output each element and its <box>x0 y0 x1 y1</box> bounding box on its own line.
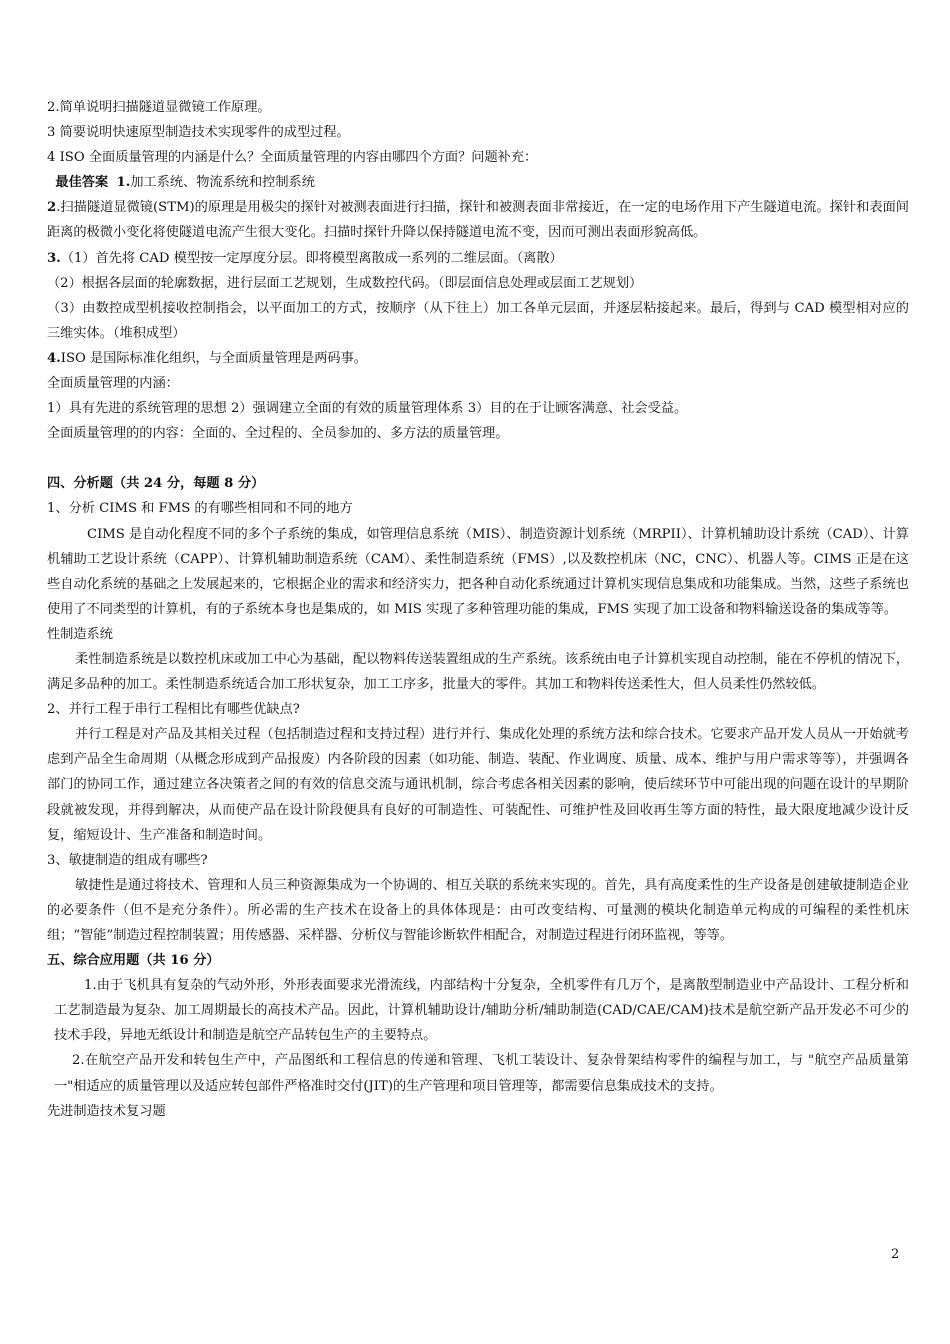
section-5-paragraph-1: 1.由于飞机具有复杂的气动外形，外形表面要求光滑流线，内部结构十分复杂，全机零件有几万个，是离散型制造业中产品设计、工程分析和工艺制造最为复杂、加工周期最长的高技术产品。因此，计算机辅助设计/辅助分析/辅助制造(CAD/CAE/CAM)技术是航空新产品开发必不可少的技术手段，异地无纸设计和制造是航空产品转包生产的主要特点。 <box>54 978 909 1044</box>
answer-4-text: ISO 是国际标准化组织，与全面质量管理是两码事。 <box>60 350 367 366</box>
section-4-question-3: 3、敏捷制造的组成有哪些? <box>47 852 208 868</box>
section-4-heading-text: 四、分析题（共 24 分，每题 8 分） <box>47 476 265 492</box>
section-5-heading <box>47 948 909 973</box>
answer-2-number: 2 <box>47 200 57 216</box>
answer-2-text: .扫描隧道显微镜(STM)的原理是用极尖的探针对被测表面进行扫描，探针和被测表面非常接近，在一定的电场作用下产生隧道电流。探针和表面间距离的极微小变化将使隧道电流产生很大变化。扫描时探针升降以保持隧道电流不变，因而可测出表面形貌高低。 <box>47 200 909 241</box>
section-4-heading <box>47 471 909 496</box>
question-2: 2.简单说明扫描隧道显微镜工作原理。 <box>47 100 271 115</box>
document-body <box>47 95 909 1124</box>
answer-2 <box>47 195 909 245</box>
answer-4 <box>47 346 909 371</box>
answer-3-step-1 <box>47 246 909 271</box>
answer-4-line-3: 1）具有先进的系统管理的思想 2）强调建立全面的有效的质量管理体系 3）目的在于让顾客满意、社会受益。 <box>47 401 688 417</box>
answer-4-line-2: 全面质量管理的内涵： <box>47 376 179 392</box>
best-answer-label: 最佳答案 <box>55 175 109 191</box>
answer-1-number: 1. <box>116 175 131 191</box>
section-4-answer-2-paragraph: 并行工程是对产品及其相关过程（包括制造过程和支持过程）进行并行、集成化处理的系统方法和综合技术。它要求产品开发人员从一开始就考虑到产品全生命周期（从概念形成到产品报废）内各阶段的因素（如功能、制造、装配、作业调度、质量、成本、维护与用户需求等等），并强调各部门的协同工作，通过建立各决策者之间的有效的信息交流与通讯机制，综合考虑各相关因素的影响，使后续环节中可能出现的问题在设计的早期阶段就被发现，并得到解决，从而使产品在设计阶段便具有良好的可制造性、可装配性、可维护性及回收再生等方面的特性，最大限度地减少设计反复，缩短设计、生产准备和制造时间。 <box>47 727 909 843</box>
section-4-answer-1-paragraph-2: 柔性制造系统是以数控机床或加工中心为基础，配以物料传送装置组成的生产系统。该系统由电子计算机实现自动控制，能在不停机的情况下，满足多品种的加工。柔性制造系统适合加工形状复杂，加工工序多，批量大的零件。其加工和物料传送柔性大，但人员柔性仍然较低。 <box>47 651 909 693</box>
answer-4-number: 4. <box>47 350 61 366</box>
answer-1-text: 加工系统、物流系统和控制系统 <box>130 175 315 191</box>
question-3: 3 简要说明快速原型制造技术实现零件的成型过程。 <box>47 125 350 141</box>
section-5-paragraph-2: 2.在航空产品开发和转包生产中，产品图纸和工程信息的传递和管理、飞机工装设计、复杂骨架结构零件的编程与加工，与 "航空产品质量第一"相适应的质量管理以及适应转包部件严格准时交付(JIT)的生产管理和项目管理等，都需要信息集成技术的支持。 <box>54 1053 909 1094</box>
section-5-heading-text: 五、综合应用题（共 16 分） <box>47 953 220 969</box>
question-4: 4 ISO 全面质量管理的内涵是什么？全面质量管理的内容由哪四个方面？问题补充： <box>47 150 538 166</box>
answer-4-line-4: 全面质量管理的的内容：全面的、全过程的、全员参加的、多方法的质量管理。 <box>47 426 509 442</box>
page-number: 2 <box>891 1247 900 1262</box>
spacer <box>47 446 909 471</box>
answer-3-step-2: （2）根据各层面的轮廓数据，进行层面工艺规划，生成数控代码。（即层面信息处理或层面工艺规划） <box>47 275 643 291</box>
section-4-answer-3-paragraph: 敏捷性是通过将技术、管理和人员三种资源集成为一个协调的、相互关联的系统来实现的。首先，具有高度柔性的生产设备是创建敏捷制造企业的必要条件（但不是充分条件）。所必需的生产技术在设备上的具体体现是：由可改变结构、可量测的模块化制造单元构成的可编程的柔性机床组；“智能”制造过程控制装置；用传感器、采样器、分析仪与智能诊断软件相配合，对制造过程进行闭环监视，等等。 <box>47 877 909 943</box>
section-5-footer-line: 先进制造技术复习题 <box>47 1103 166 1119</box>
answer-3-number: 3. <box>47 250 61 266</box>
section-4-question-2: 2、并行工程于串行工程相比有哪些优缺点? <box>47 702 300 718</box>
answer-3-step-3: （3）由数控成型机接收控制指会，以平面加工的方式，按顺序（从下往上）加工各单元层面，并逐层粘接起来。最后，得到与 CAD 模型相对应的三维实体。（堆积成型） <box>47 300 909 341</box>
section-4-answer-1-subheading: 性制造系统 <box>47 626 113 642</box>
section-4-question-1: 1、分析 CIMS 和 FMS 的有哪些相同和不同的地方 <box>47 501 353 517</box>
best-answer-line <box>47 170 909 195</box>
answer-3-step-1-text: （1）首先将 CAD 模型按一定厚度分层。即将模型离散成一系列的二维层面。（离散） <box>60 250 563 266</box>
section-4-answer-1-paragraph: CIMS 是自动化程度不同的多个子系统的集成，如管理信息系统（MIS）、制造资源计划系统（MRPII）、计算机辅助设计系统（CAD）、计算机辅助工艺设计系统（CAPP）、计算机辅助制造系统（CAM）、柔性制造系统（FMS）,以及数控机床（NC，CNC）、机器人等。CIMS 正是在这些自动化系统的基础之上发展起来的，它根据企业的需求和经济实力，把各种自动化系统通过计算机实现信息集成和功能集成。当然，这些子系统也使用了不同类型的计算机，有的子系统本身也是集成的，如 MIS 实现了多种管理功能的集成，FMS 实现了加工设备和物料输送设备的集成等等。 <box>47 526 909 617</box>
